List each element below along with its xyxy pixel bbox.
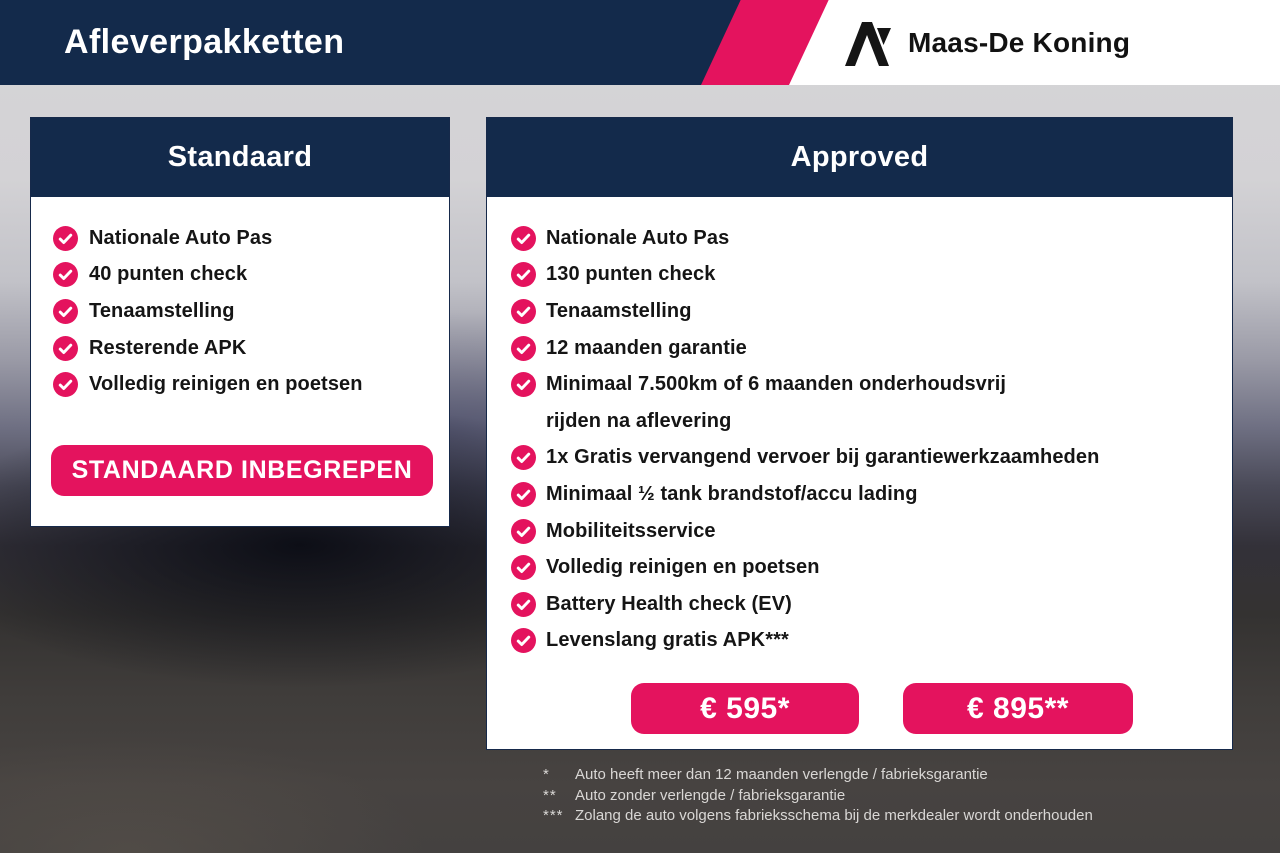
check-icon (511, 299, 536, 324)
price-895-button[interactable]: € 895** (903, 683, 1133, 734)
check-icon (53, 226, 78, 251)
feature-label: Resterende APK (89, 336, 247, 359)
feature-item (511, 440, 1222, 477)
footnote-text: Auto heeft meer dan 12 maanden verlengde / fabrieksgarantie (575, 766, 988, 783)
feature-label: Tenaamstelling (89, 299, 235, 322)
footnote-marker: * (543, 766, 550, 783)
brand-name: Maas-De Koning (908, 26, 1131, 58)
footnotes (543, 765, 1093, 827)
feature-label: Volledig reinigen en poetsen (546, 556, 820, 579)
feature-item (511, 623, 1222, 660)
feature-item (53, 220, 439, 257)
check-icon (511, 262, 536, 287)
approved-package-card (486, 117, 1233, 750)
feature-item (511, 330, 1222, 367)
check-icon (511, 336, 536, 361)
feature-label: Volledig reinigen en poetsen (89, 373, 363, 396)
check-icon (53, 372, 78, 397)
check-icon (511, 372, 536, 397)
feature-label: 1x Gratis vervangend vervoer bij garantiewerkzaamheden (546, 446, 1100, 469)
check-icon (511, 592, 536, 617)
standard-included-button[interactable]: STANDAARD INBEGREPEN (51, 445, 433, 496)
standard-package-card (30, 117, 450, 527)
check-icon (511, 519, 536, 544)
feature-label: Minimaal ½ tank brandstof/accu lading (546, 482, 918, 505)
price-595-button[interactable]: € 595* (631, 683, 859, 734)
feature-item (53, 366, 439, 403)
check-icon (511, 482, 536, 507)
check-icon (511, 445, 536, 470)
feature-item (511, 476, 1222, 513)
check-icon (511, 628, 536, 653)
feature-item (53, 293, 439, 330)
feature-label: Nationale Auto Pas (89, 226, 273, 249)
feature-label: Mobiliteitsservice (546, 519, 716, 542)
footnote-marker: *** (543, 807, 564, 824)
feature-item (511, 293, 1222, 330)
feature-label: 12 maanden garantie (546, 336, 747, 359)
page-title: Afleverpakketten (64, 23, 345, 61)
feature-label: 130 punten check (546, 263, 716, 286)
check-icon (511, 226, 536, 251)
check-icon (53, 262, 78, 287)
approved-feature-list (487, 197, 1232, 659)
feature-item (511, 586, 1222, 623)
feature-label: rijden na aflevering (546, 409, 732, 432)
check-icon (53, 299, 78, 324)
check-icon (53, 336, 78, 361)
feature-item (511, 220, 1222, 257)
feature-label: Minimaal 7.500km of 6 maanden onderhoudsvrij (546, 373, 1007, 396)
footnote-text: Zolang de auto volgens fabrieksschema bij de merkdealer wordt onderhouden (575, 807, 1093, 824)
feature-label: Levenslang gratis APK*** (546, 629, 789, 652)
footnote-marker: ** (543, 786, 557, 804)
feature-item (53, 257, 439, 294)
feature-label: Tenaamstelling (546, 299, 692, 322)
feature-item (511, 513, 1222, 550)
mk-monogram-icon (843, 18, 895, 68)
feature-item (511, 366, 1222, 403)
footnote-row (543, 765, 1093, 786)
feature-item-continuation (511, 403, 1222, 440)
feature-label: 40 punten check (89, 263, 248, 286)
approved-card-title: Approved (487, 118, 1232, 197)
header-bar (0, 0, 1280, 85)
footnote-row (543, 786, 1093, 807)
brand-logo (843, 0, 1130, 85)
feature-label: Battery Health check (EV) (546, 592, 792, 615)
standard-card-title: Standaard (31, 118, 449, 197)
footnote-row (543, 806, 1093, 827)
standard-feature-list (31, 197, 449, 403)
footnote-text: Auto zonder verlengde / fabrieksgarantie (575, 786, 846, 804)
feature-item (511, 257, 1222, 294)
feature-item (511, 549, 1222, 586)
feature-label: Nationale Auto Pas (546, 226, 730, 249)
feature-item (53, 330, 439, 367)
check-icon (511, 555, 536, 580)
